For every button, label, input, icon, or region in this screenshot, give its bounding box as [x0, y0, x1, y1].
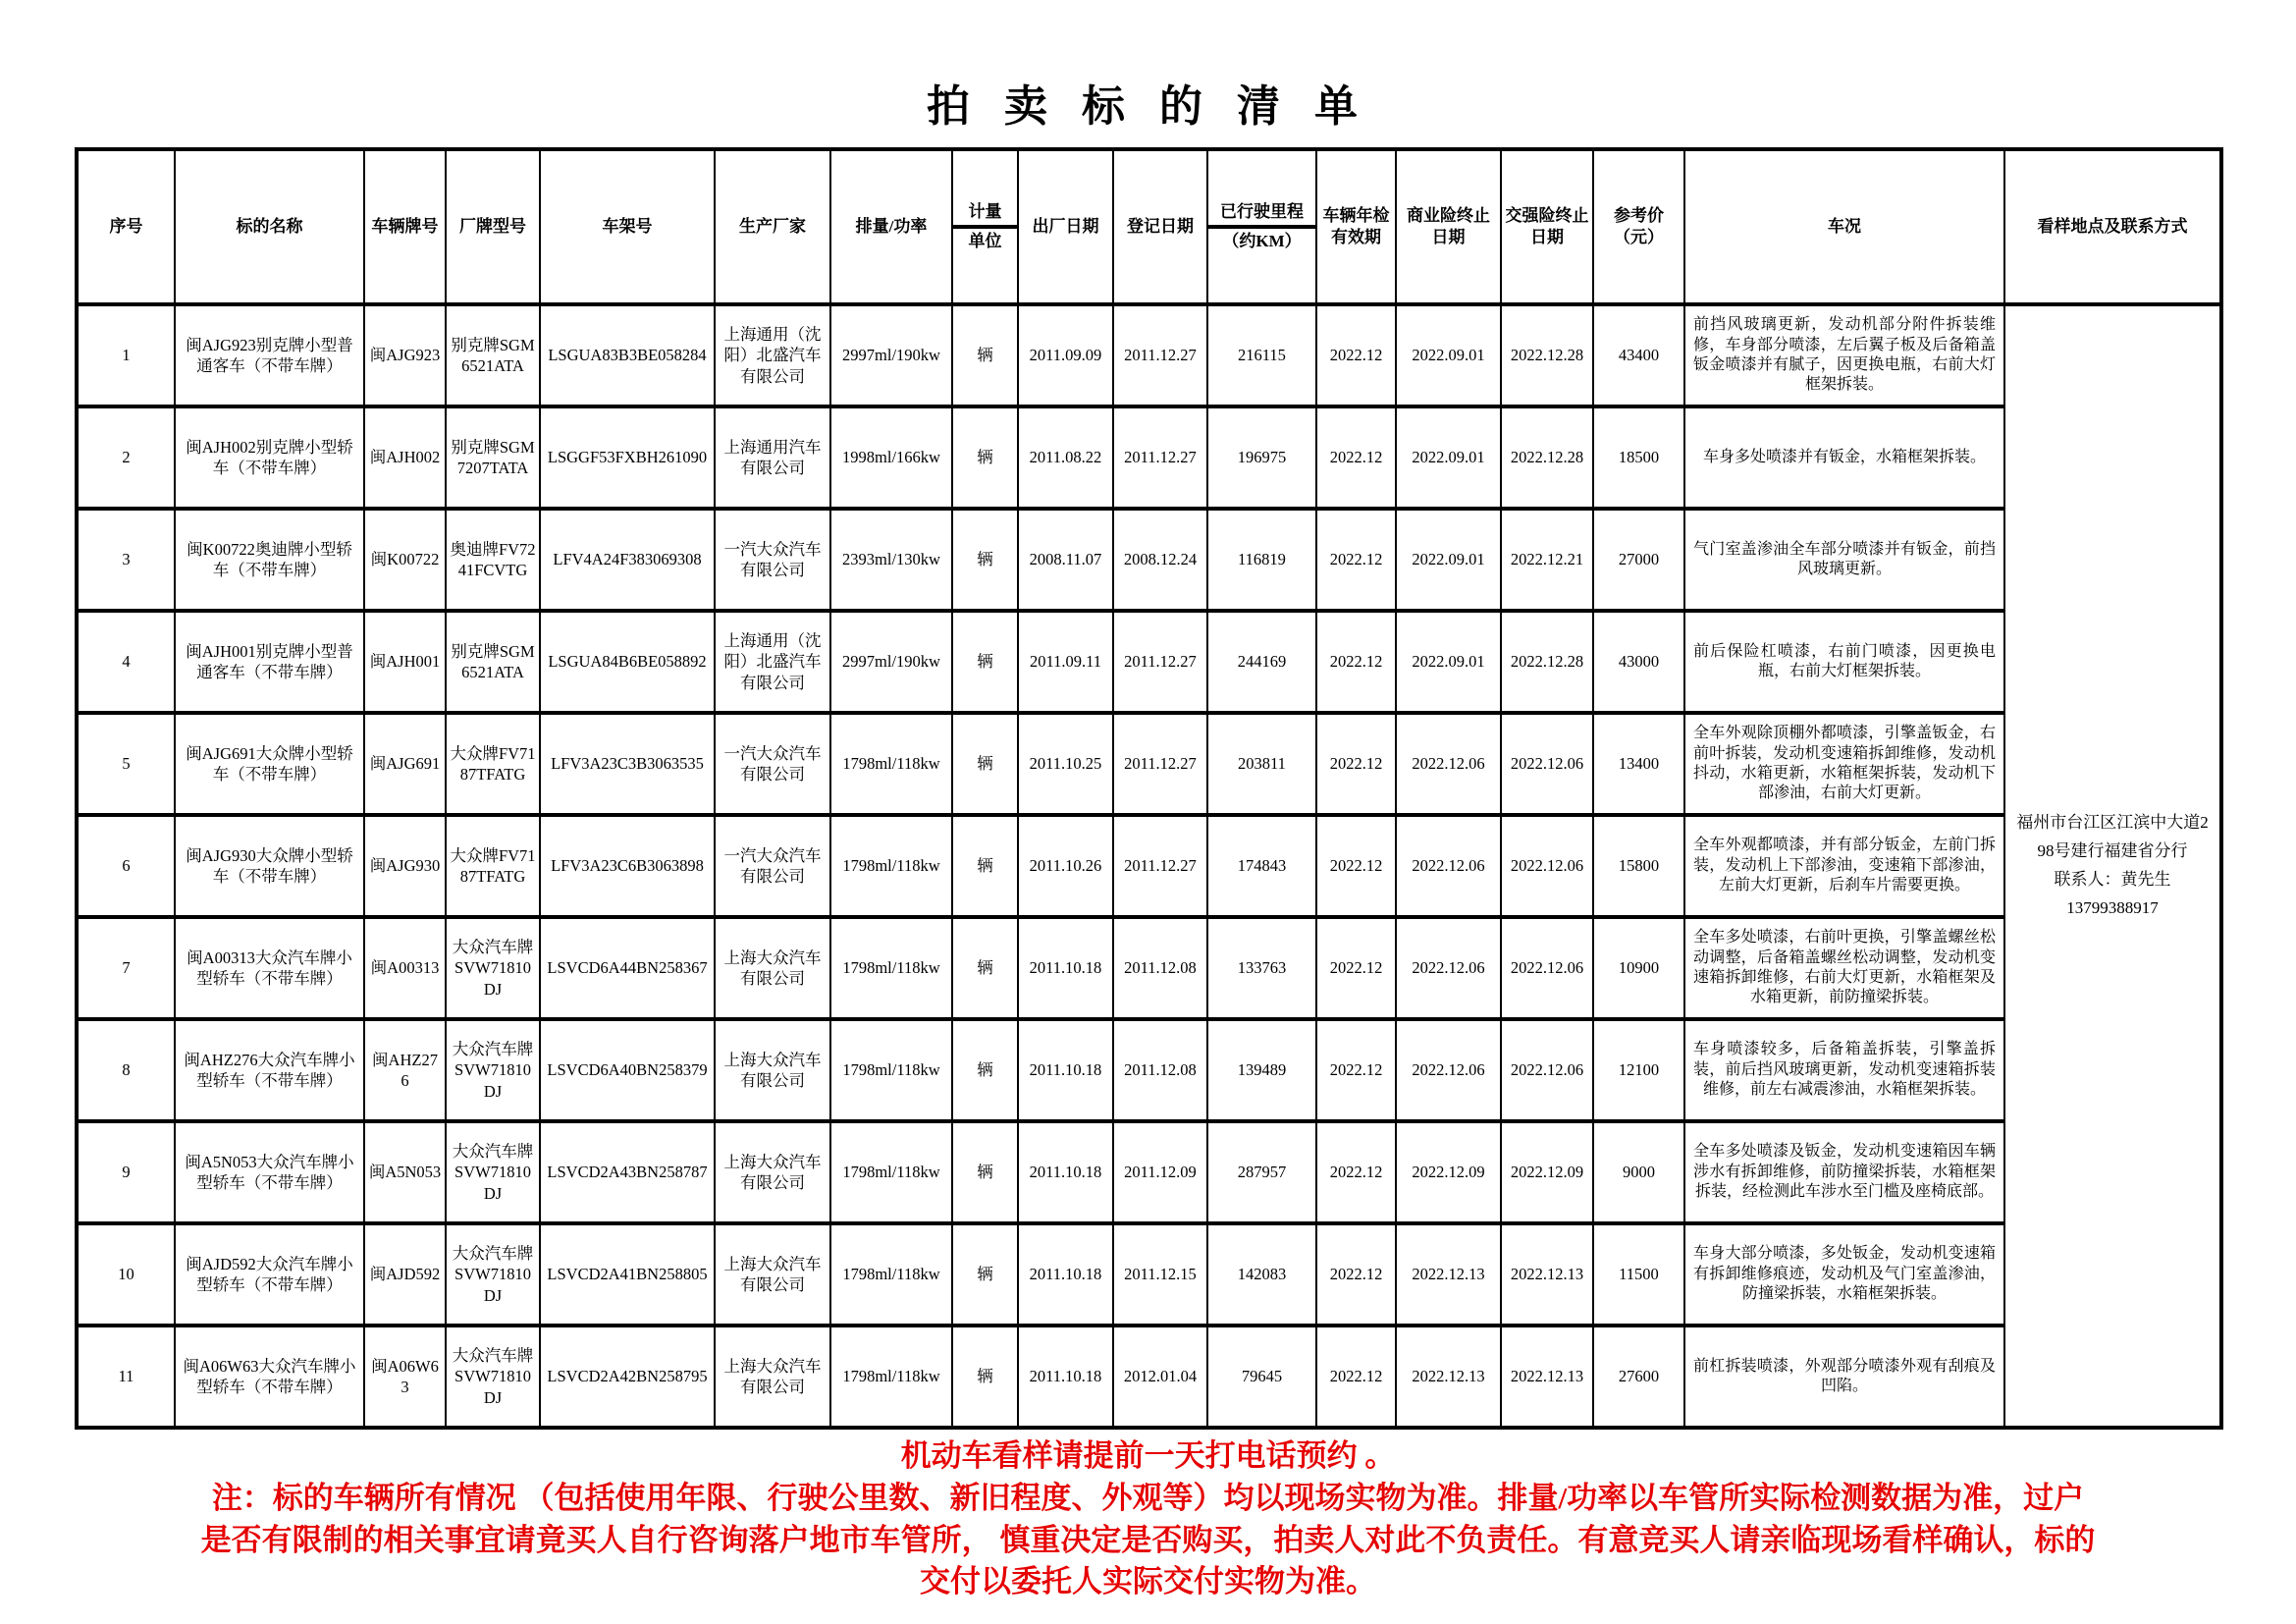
cell-vin: LSVCD2A41BN258805 — [540, 1223, 715, 1326]
cell-plate: 闽AJH001 — [364, 611, 446, 713]
cell-commercial-insurance: 2022.09.01 — [1396, 304, 1501, 406]
cell-condition: 全车多处喷漆，右前叶更换，引擎盖螺丝松动调整，后备箱盖螺丝松动调整，发动机变速箱拆卸维修，右前大灯更新，水箱框架及水箱更新，前防撞梁拆装。 — [1684, 917, 2004, 1019]
cell-vin: LSVCD2A43BN258787 — [540, 1121, 715, 1223]
cell-model: 别克牌SGM7207TATA — [446, 406, 540, 509]
cell-inspection: 2022.12 — [1316, 1121, 1396, 1223]
cell-reg-date: 2011.12.27 — [1113, 611, 1207, 713]
viewing-line: 福州市台江区江滨中大道298号建行福建省分行 — [2016, 813, 2209, 861]
cell-factory-date: 2008.11.07 — [1018, 509, 1113, 611]
note-appointment: 机动车看样请提前一天打电话预约 。 — [900, 1438, 1396, 1473]
cell-compulsory-insurance: 2022.12.13 — [1501, 1326, 1593, 1428]
cell-model: 大众汽车牌SVW71810DJ — [446, 1326, 540, 1428]
cell-unit: 辆 — [952, 509, 1018, 611]
cell-reg-date: 2012.01.04 — [1113, 1326, 1207, 1428]
cell-condition: 车身大部分喷漆，多处钣金，发动机变速箱有拆卸维修痕迹，发动机及气门室盖渗油，防撞梁拆装，水箱框架拆装。 — [1684, 1223, 2004, 1326]
col-header-inspection: 车辆年检有效期 — [1316, 149, 1396, 304]
cell-name: 闽AJG923别克牌小型普通客车（不带车牌） — [175, 304, 364, 406]
note-line-2: 是否有限制的相关事宜请竟买人自行咨询落户地市车管所， 慎重决定是否购买，拍卖人对此不负责任。有意竞买人请亲临现场看样确认，标的 — [200, 1522, 2096, 1557]
cell-commercial-insurance: 2022.12.09 — [1396, 1121, 1501, 1223]
footer-notes — [0, 1435, 2296, 1603]
cell-factory-date: 2011.10.18 — [1018, 1121, 1113, 1223]
table-row — [77, 304, 2221, 406]
cell-plate: 闽K00722 — [364, 509, 446, 611]
cell-inspection: 2022.12 — [1316, 1223, 1396, 1326]
cell-power: 2997ml/190kw — [830, 304, 952, 406]
col-header-model: 厂牌型号 — [446, 149, 540, 304]
cell-commercial-insurance: 2022.12.06 — [1396, 917, 1501, 1019]
cell-inspection: 2022.12 — [1316, 1326, 1396, 1428]
cell-price: 27000 — [1593, 509, 1684, 611]
cell-compulsory-insurance: 2022.12.06 — [1501, 1019, 1593, 1121]
cell-vin: LSGUA84B6BE058892 — [540, 611, 715, 713]
cell-vin: LFV4A24F383069308 — [540, 509, 715, 611]
cell-inspection: 2022.12 — [1316, 611, 1396, 713]
cell-seq: 10 — [77, 1223, 175, 1326]
cell-mileage: 116819 — [1207, 509, 1316, 611]
cell-manufacturer: 上海通用（沈阳）北盛汽车有限公司 — [715, 304, 830, 406]
cell-power: 1798ml/118kw — [830, 1326, 952, 1428]
cell-mileage: 196975 — [1207, 406, 1316, 509]
cell-compulsory-insurance: 2022.12.28 — [1501, 304, 1593, 406]
col-header-commercial-insurance: 商业险终止日期 — [1396, 149, 1501, 304]
cell-unit: 辆 — [952, 406, 1018, 509]
cell-condition: 前杠拆装喷漆，外观部分喷漆外观有刮痕及凹陷。 — [1684, 1326, 2004, 1428]
cell-power: 1798ml/118kw — [830, 917, 952, 1019]
cell-manufacturer: 上海大众汽车有限公司 — [715, 1019, 830, 1121]
cell-plate: 闽AJD592 — [364, 1223, 446, 1326]
cell-compulsory-insurance: 2022.12.21 — [1501, 509, 1593, 611]
cell-reg-date: 2011.12.27 — [1113, 406, 1207, 509]
col-header-mileage-bottom: （约KM） — [1222, 232, 1302, 250]
cell-price: 18500 — [1593, 406, 1684, 509]
cell-inspection: 2022.12 — [1316, 917, 1396, 1019]
col-header-vin: 车架号 — [540, 149, 715, 304]
cell-seq: 6 — [77, 815, 175, 917]
cell-compulsory-insurance: 2022.12.06 — [1501, 815, 1593, 917]
cell-reg-date: 2011.12.08 — [1113, 1019, 1207, 1121]
cell-manufacturer: 上海通用（沈阳）北盛汽车有限公司 — [715, 611, 830, 713]
cell-name: 闽K00722奥迪牌小型轿车（不带车牌） — [175, 509, 364, 611]
cell-reg-date: 2011.12.27 — [1113, 815, 1207, 917]
cell-plate: 闽AHZ276 — [364, 1019, 446, 1121]
cell-mileage: 142083 — [1207, 1223, 1316, 1326]
table-row — [77, 1223, 2221, 1326]
col-header-unit-top: 计量 — [953, 199, 1017, 229]
cell-inspection: 2022.12 — [1316, 713, 1396, 815]
cell-unit: 辆 — [952, 713, 1018, 815]
cell-reg-date: 2011.12.27 — [1113, 713, 1207, 815]
cell-mileage: 139489 — [1207, 1019, 1316, 1121]
cell-factory-date: 2011.10.18 — [1018, 1326, 1113, 1428]
cell-viewing-location — [2004, 304, 2221, 1428]
cell-name: 闽AJG691大众牌小型轿车（不带车牌） — [175, 713, 364, 815]
cell-unit: 辆 — [952, 1121, 1018, 1223]
cell-condition: 车身喷漆较多，后备箱盖拆装，引擎盖拆装，前后挡风玻璃更新，发动机变速箱拆装维修，前左右减震渗油，水箱框架拆装。 — [1684, 1019, 2004, 1121]
cell-condition: 全车外观都喷漆，并有部分钣金，左前门拆装，发动机上下部渗油，变速箱下部渗油，左前大灯更新，后刹车片需要更换。 — [1684, 815, 2004, 917]
cell-factory-date: 2011.09.11 — [1018, 611, 1113, 713]
cell-vin: LSVCD2A42BN258795 — [540, 1326, 715, 1428]
cell-seq: 11 — [77, 1326, 175, 1428]
cell-inspection: 2022.12 — [1316, 509, 1396, 611]
cell-mileage: 244169 — [1207, 611, 1316, 713]
cell-power: 1998ml/166kw — [830, 406, 952, 509]
col-header-condition: 车况 — [1684, 149, 2004, 304]
table-row — [77, 1121, 2221, 1223]
cell-seq: 5 — [77, 713, 175, 815]
col-header-plate: 车辆牌号 — [364, 149, 446, 304]
cell-inspection: 2022.12 — [1316, 406, 1396, 509]
cell-seq: 2 — [77, 406, 175, 509]
cell-price: 15800 — [1593, 815, 1684, 917]
cell-mileage: 174843 — [1207, 815, 1316, 917]
cell-plate: 闽A5N053 — [364, 1121, 446, 1223]
cell-factory-date: 2011.10.25 — [1018, 713, 1113, 815]
cell-manufacturer: 上海大众汽车有限公司 — [715, 1326, 830, 1428]
cell-name: 闽AJD592大众汽车牌小型轿车（不带车牌） — [175, 1223, 364, 1326]
viewing-line: 13799388917 — [2066, 897, 2159, 917]
cell-power: 1798ml/118kw — [830, 1121, 952, 1223]
cell-vin: LSVCD6A44BN258367 — [540, 917, 715, 1019]
cell-price: 13400 — [1593, 713, 1684, 815]
cell-vin: LSGGF53FXBH261090 — [540, 406, 715, 509]
cell-vin: LFV3A23C6B3063898 — [540, 815, 715, 917]
cell-vin: LSVCD6A40BN258379 — [540, 1019, 715, 1121]
cell-power: 1798ml/118kw — [830, 815, 952, 917]
cell-price: 43400 — [1593, 304, 1684, 406]
cell-unit: 辆 — [952, 304, 1018, 406]
col-header-compulsory-insurance: 交强险终止日期 — [1501, 149, 1593, 304]
cell-model: 大众汽车牌SVW71810DJ — [446, 1019, 540, 1121]
cell-plate: 闽AJG691 — [364, 713, 446, 815]
cell-factory-date: 2011.10.18 — [1018, 917, 1113, 1019]
cell-plate: 闽A00313 — [364, 917, 446, 1019]
cell-unit: 辆 — [952, 1223, 1018, 1326]
col-header-name: 标的名称 — [175, 149, 364, 304]
cell-manufacturer: 上海大众汽车有限公司 — [715, 917, 830, 1019]
cell-factory-date: 2011.10.18 — [1018, 1019, 1113, 1121]
col-header-reg-date: 登记日期 — [1113, 149, 1207, 304]
cell-plate: 闽AJG923 — [364, 304, 446, 406]
cell-compulsory-insurance: 2022.12.28 — [1501, 406, 1593, 509]
cell-unit: 辆 — [952, 917, 1018, 1019]
cell-reg-date: 2011.12.15 — [1113, 1223, 1207, 1326]
note-line-3: 交付以委托人实际交付实物为准。 — [920, 1564, 1376, 1599]
note-line-1: 注：标的车辆所有情况 （包括使用年限、行驶公里数、新旧程度、外观等）均以现场实物为准。排量/功率以车管所实际检测数据为准，过户 — [211, 1480, 2085, 1515]
cell-factory-date: 2011.10.26 — [1018, 815, 1113, 917]
cell-plate: 闽AJH002 — [364, 406, 446, 509]
cell-price: 9000 — [1593, 1121, 1684, 1223]
cell-reg-date: 2011.12.08 — [1113, 917, 1207, 1019]
cell-manufacturer: 一汽大众汽车有限公司 — [715, 509, 830, 611]
cell-manufacturer: 上海大众汽车有限公司 — [715, 1223, 830, 1326]
cell-mileage: 287957 — [1207, 1121, 1316, 1223]
cell-reg-date: 2011.12.09 — [1113, 1121, 1207, 1223]
cell-plate: 闽AJG930 — [364, 815, 446, 917]
cell-factory-date: 2011.08.22 — [1018, 406, 1113, 509]
cell-factory-date: 2011.10.18 — [1018, 1223, 1113, 1326]
cell-name: 闽AHZ276大众汽车牌小型轿车（不带车牌） — [175, 1019, 364, 1121]
cell-commercial-insurance: 2022.12.13 — [1396, 1326, 1501, 1428]
page-title: 拍 卖 标 的 清 单 — [927, 82, 1369, 131]
cell-name: 闽A5N053大众汽车牌小型轿车（不带车牌） — [175, 1121, 364, 1223]
cell-price: 27600 — [1593, 1326, 1684, 1428]
cell-condition: 前后保险杠喷漆，右前门喷漆，因更换电瓶，右前大灯框架拆装。 — [1684, 611, 2004, 713]
cell-seq: 8 — [77, 1019, 175, 1121]
cell-compulsory-insurance: 2022.12.28 — [1501, 611, 1593, 713]
cell-inspection: 2022.12 — [1316, 304, 1396, 406]
cell-compulsory-insurance: 2022.12.13 — [1501, 1223, 1593, 1326]
table-row — [77, 1326, 2221, 1428]
auction-list-table — [75, 147, 2223, 1430]
cell-unit: 辆 — [952, 1019, 1018, 1121]
cell-unit: 辆 — [952, 1326, 1018, 1428]
cell-model: 大众汽车牌SVW71810DJ — [446, 1223, 540, 1326]
cell-name: 闽AJG930大众牌小型轿车（不带车牌） — [175, 815, 364, 917]
cell-unit: 辆 — [952, 815, 1018, 917]
cell-power: 1798ml/118kw — [830, 1019, 952, 1121]
cell-seq: 9 — [77, 1121, 175, 1223]
cell-commercial-insurance: 2022.12.13 — [1396, 1223, 1501, 1326]
header-row — [77, 149, 2221, 304]
cell-unit: 辆 — [952, 611, 1018, 713]
cell-condition: 气门室盖渗油全车部分喷漆并有钣金，前挡风玻璃更新。 — [1684, 509, 2004, 611]
table-row — [77, 815, 2221, 917]
cell-reg-date: 2011.12.27 — [1113, 304, 1207, 406]
cell-name: 闽AJH002别克牌小型轿车（不带车牌） — [175, 406, 364, 509]
cell-mileage: 216115 — [1207, 304, 1316, 406]
cell-manufacturer: 一汽大众汽车有限公司 — [715, 815, 830, 917]
cell-commercial-insurance: 2022.12.06 — [1396, 713, 1501, 815]
cell-reg-date: 2008.12.24 — [1113, 509, 1207, 611]
cell-condition: 车身多处喷漆并有钣金，水箱框架拆装。 — [1684, 406, 2004, 509]
cell-inspection: 2022.12 — [1316, 815, 1396, 917]
col-header-unit — [952, 149, 1018, 304]
cell-model: 别克牌SGM6521ATA — [446, 611, 540, 713]
table-row — [77, 509, 2221, 611]
cell-model: 大众汽车牌SVW71810DJ — [446, 1121, 540, 1223]
col-header-price: 参考价（元） — [1593, 149, 1684, 304]
table-row — [77, 917, 2221, 1019]
cell-commercial-insurance: 2022.12.06 — [1396, 1019, 1501, 1121]
cell-manufacturer: 上海大众汽车有限公司 — [715, 1121, 830, 1223]
cell-plate: 闽A06W63 — [364, 1326, 446, 1428]
col-header-mileage-top: 已行驶里程 — [1208, 199, 1315, 229]
cell-condition: 全车多处喷漆及钣金，发动机变速箱因车辆涉水有拆卸维修，前防撞梁拆装，水箱框架拆装，经检测此车涉水至门槛及座椅底部。 — [1684, 1121, 2004, 1223]
col-header-power: 排量/功率 — [830, 149, 952, 304]
table-row — [77, 611, 2221, 713]
cell-mileage: 133763 — [1207, 917, 1316, 1019]
table-row — [77, 713, 2221, 815]
cell-mileage: 203811 — [1207, 713, 1316, 815]
viewing-line: 联系人：黄先生 — [2054, 870, 2171, 889]
cell-compulsory-insurance: 2022.12.09 — [1501, 1121, 1593, 1223]
cell-price: 11500 — [1593, 1223, 1684, 1326]
col-header-mileage — [1207, 149, 1316, 304]
col-header-unit-bottom: 单位 — [968, 232, 1002, 250]
cell-seq: 1 — [77, 304, 175, 406]
cell-commercial-insurance: 2022.09.01 — [1396, 509, 1501, 611]
cell-seq: 4 — [77, 611, 175, 713]
table-row — [77, 406, 2221, 509]
cell-price: 12100 — [1593, 1019, 1684, 1121]
cell-seq: 7 — [77, 917, 175, 1019]
cell-price: 10900 — [1593, 917, 1684, 1019]
col-header-viewing: 看样地点及联系方式 — [2004, 149, 2221, 304]
col-header-factory-date: 出厂日期 — [1018, 149, 1113, 304]
table-row — [77, 1019, 2221, 1121]
cell-power: 1798ml/118kw — [830, 713, 952, 815]
cell-power: 1798ml/118kw — [830, 1223, 952, 1326]
cell-inspection: 2022.12 — [1316, 1019, 1396, 1121]
cell-commercial-insurance: 2022.12.06 — [1396, 815, 1501, 917]
cell-name: 闽A00313大众汽车牌小型轿车（不带车牌） — [175, 917, 364, 1019]
cell-condition: 前挡风玻璃更新，发动机部分附件拆装维修，车身部分喷漆，左后翼子板及后备箱盖钣金喷漆并有腻子，因更换电瓶，右前大灯框架拆装。 — [1684, 304, 2004, 406]
cell-power: 2997ml/190kw — [830, 611, 952, 713]
cell-commercial-insurance: 2022.09.01 — [1396, 611, 1501, 713]
col-header-manufacturer: 生产厂家 — [715, 149, 830, 304]
cell-model: 大众牌FV7187TFATG — [446, 713, 540, 815]
cell-commercial-insurance: 2022.09.01 — [1396, 406, 1501, 509]
cell-name: 闽AJH001别克牌小型普通客车（不带车牌） — [175, 611, 364, 713]
cell-model: 别克牌SGM6521ATA — [446, 304, 540, 406]
cell-manufacturer: 一汽大众汽车有限公司 — [715, 713, 830, 815]
cell-mileage: 79645 — [1207, 1326, 1316, 1428]
cell-compulsory-insurance: 2022.12.06 — [1501, 917, 1593, 1019]
cell-factory-date: 2011.09.09 — [1018, 304, 1113, 406]
cell-price: 43000 — [1593, 611, 1684, 713]
cell-seq: 3 — [77, 509, 175, 611]
cell-model: 奥迪牌FV7241FCVTG — [446, 509, 540, 611]
cell-compulsory-insurance: 2022.12.06 — [1501, 713, 1593, 815]
col-header-seq: 序号 — [77, 149, 175, 304]
cell-name: 闽A06W63大众汽车牌小型轿车（不带车牌） — [175, 1326, 364, 1428]
cell-power: 2393ml/130kw — [830, 509, 952, 611]
cell-model: 大众牌FV7187TFATG — [446, 815, 540, 917]
cell-manufacturer: 上海通用汽车有限公司 — [715, 406, 830, 509]
cell-vin: LFV3A23C3B3063535 — [540, 713, 715, 815]
cell-vin: LSGUA83B3BE058284 — [540, 304, 715, 406]
cell-model: 大众汽车牌SVW71810DJ — [446, 917, 540, 1019]
cell-condition: 全车外观除顶棚外都喷漆，引擎盖钣金，右前叶拆装，发动机变速箱拆卸维修，发动机抖动，水箱更新，水箱框架拆装，发动机下部渗油，右前大灯更新。 — [1684, 713, 2004, 815]
